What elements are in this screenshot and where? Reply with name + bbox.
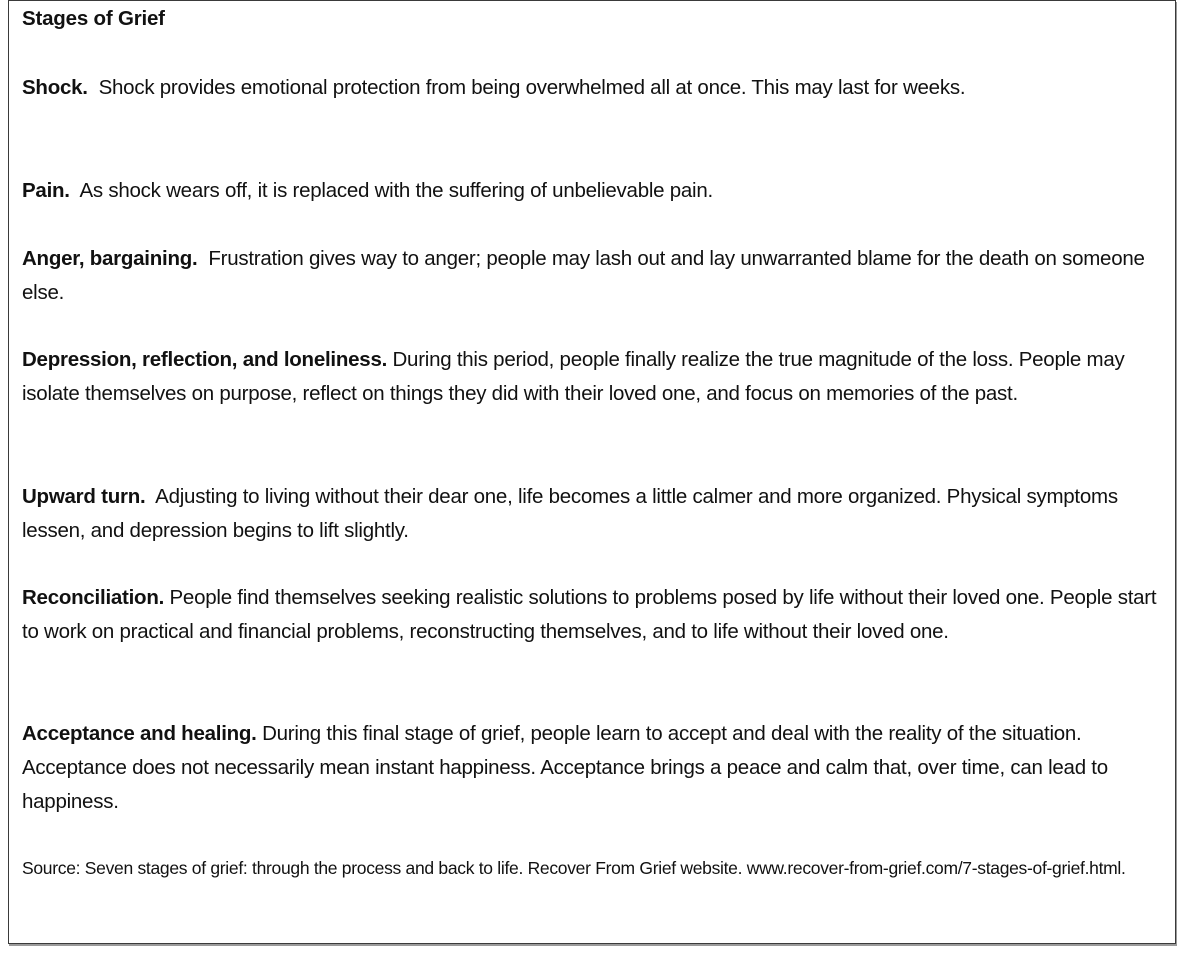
document-title: Stages of Grief <box>22 7 165 30</box>
stage-acceptance <box>22 717 1172 819</box>
stage-text: During this period, people finally realize the true magnitude of the loss. People may isolate themselves on purpose, reflect on things they did with their loved one, and focus on memories of the past. <box>22 348 1130 405</box>
stage-heading: Upward turn. <box>22 485 146 508</box>
stage-heading: Reconciliation. <box>22 586 165 609</box>
stage-heading: Shock. <box>22 76 88 99</box>
stage-text: During this final stage of grief, people learn to accept and deal with the reality of the situation. Acceptance does not necessarily mean instant happiness. Acceptance brings a peace and calm that, over time, can lead to happiness. <box>22 722 1114 813</box>
stages-of-grief-box <box>8 0 1176 944</box>
stage-pain <box>22 174 1172 208</box>
stage-text: Adjusting to living without their dear one, life becomes a little calmer and more organized. Physical symptoms lessen, and depression begins to lift slightly. <box>22 485 1124 542</box>
stage-text: People find themselves seeking realistic solutions to problems posed by life without their loved one. People start to work on practical and financial problems, reconstructing themselves, and to life without their loved one. <box>22 586 1162 643</box>
stage-text: Frustration gives way to anger; people may lash out and lay unwarranted blame for the death on someone else. <box>22 247 1151 304</box>
stage-upward-turn <box>22 480 1172 548</box>
stage-shock <box>22 71 1172 105</box>
stage-heading: Pain. <box>22 179 70 202</box>
source-citation: Source: Seven stages of grief: through the process and back to life. Recover From Grief website. www.recover-from-grief.com/7-stages-of-grief.html. <box>22 858 1126 878</box>
stage-reconciliation <box>22 581 1172 649</box>
stage-heading: Acceptance and healing. <box>22 722 257 745</box>
stage-heading: Depression, reflection, and loneliness. <box>22 348 388 371</box>
stage-text: As shock wears off, it is replaced with the suffering of unbelievable pain. <box>69 179 713 202</box>
stage-text: Shock provides emotional protection from being overwhelmed all at once. This may last for weeks. <box>87 76 966 99</box>
stage-depression <box>22 343 1172 411</box>
stage-anger-bargaining <box>22 242 1172 310</box>
stage-heading: Anger, bargaining. <box>22 247 198 270</box>
